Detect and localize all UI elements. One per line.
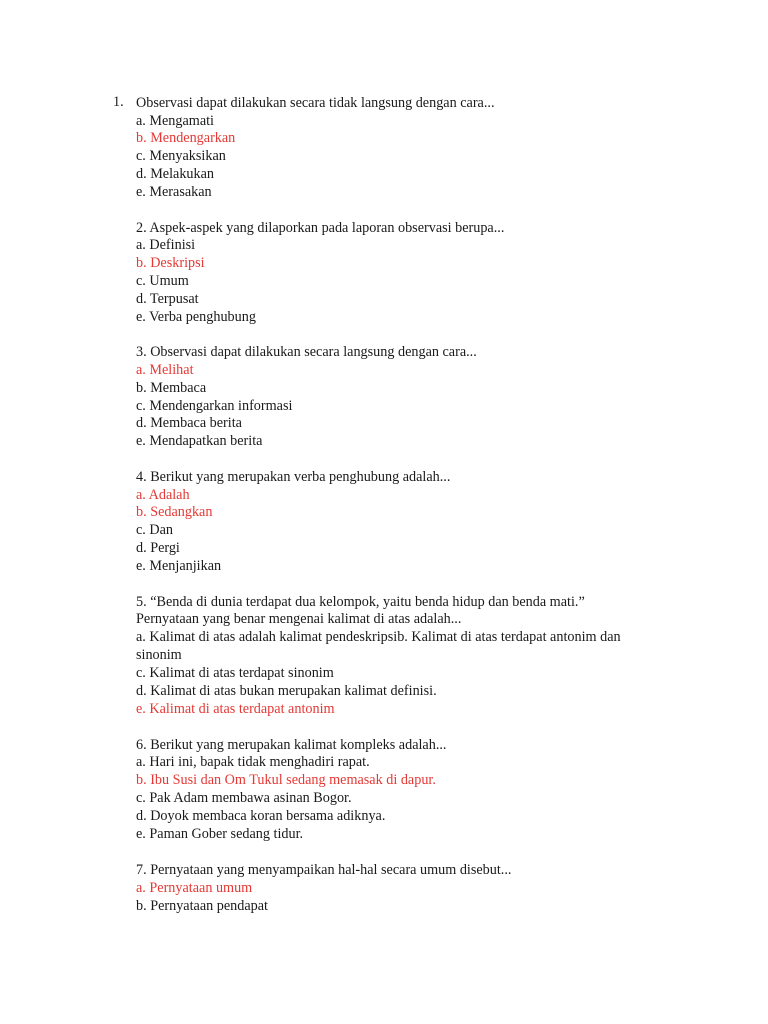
question-4-option-d: d. Pergi	[136, 540, 180, 556]
question-1-option-c: c. Menyaksikan	[136, 148, 226, 164]
question-7-option-a: a. Pernyataan umum	[136, 880, 253, 896]
question-number-1: 1.	[113, 94, 124, 110]
question-2-option-e: e. Verba penghubung	[136, 309, 256, 325]
question-5-option-b-continued: sinonim	[136, 647, 182, 663]
question-5-option-d: d. Kalimat di atas bukan merupakan kalimat definisi.	[136, 683, 437, 699]
question-6-prompt: 6. Berikut yang merupakan kalimat kompleks adalah...	[136, 737, 447, 753]
question-5-prompt-continued: Pernyataan yang benar mengenai kalimat di atas adalah...	[136, 611, 462, 627]
question-6-option-a: a. Hari ini, bapak tidak menghadiri rapat.	[136, 754, 370, 770]
question-4-option-c: c. Dan	[136, 522, 174, 538]
question-1-option-d: d. Melakukan	[136, 166, 215, 182]
question-3-option-d: d. Membaca berita	[136, 415, 242, 431]
question-6-option-e: e. Paman Gober sedang tidur.	[136, 826, 304, 842]
question-4-option-a: a. Adalah	[136, 487, 190, 503]
question-3-option-a: a. Melihat	[136, 362, 194, 378]
question-3-option-b: b. Membaca	[136, 380, 207, 396]
question-5-option-c: c. Kalimat di atas terdapat sinonim	[136, 665, 334, 681]
question-4-option-b: b. Sedangkan	[136, 504, 213, 520]
question-7-option-b: b. Pernyataan pendapat	[136, 898, 268, 914]
question-2-option-c: c. Umum	[136, 273, 189, 289]
question-2-prompt: 2. Aspek-aspek yang dilaporkan pada laporan observasi berupa...	[136, 220, 505, 236]
question-3-option-c: c. Mendengarkan informasi	[136, 398, 293, 414]
question-3-prompt: 3. Observasi dapat dilakukan secara langsung dengan cara...	[136, 344, 477, 360]
question-1-option-b: b. Mendengarkan	[136, 130, 236, 146]
question-6-option-d: d. Doyok membaca koran bersama adiknya.	[136, 808, 386, 824]
question-6-option-b: b. Ibu Susi dan Om Tukul sedang memasak di dapur.	[136, 772, 436, 788]
question-5-option-e: e. Kalimat di atas terdapat antonim	[136, 701, 335, 717]
question-6-option-c: c. Pak Adam membawa asinan Bogor.	[136, 790, 352, 806]
question-1-option-e: e. Merasakan	[136, 184, 212, 200]
question-4-option-e: e. Menjanjikan	[136, 558, 222, 574]
question-5-option-a-b: a. Kalimat di atas adalah kalimat pendeskripsib. Kalimat di atas terdapat antonim dan	[136, 629, 621, 645]
question-1-option-a: a. Mengamati	[136, 113, 215, 129]
question-3-option-e: e. Mendapatkan berita	[136, 433, 263, 449]
question-7-prompt: 7. Pernyataan yang menyampaikan hal-hal secara umum disebut...	[136, 862, 512, 878]
question-4-prompt: 4. Berikut yang merupakan verba penghubung adalah...	[136, 469, 451, 485]
question-2-option-d: d. Terpusat	[136, 291, 199, 307]
question-5-prompt: 5. “Benda di dunia terdapat dua kelompok, yaitu benda hidup dan benda mati.”	[136, 594, 585, 610]
question-1-prompt: Observasi dapat dilakukan secara tidak langsung dengan cara...	[136, 95, 495, 111]
question-2-option-a: a. Definisi	[136, 237, 196, 253]
question-2-option-b: b. Deskripsi	[136, 255, 205, 271]
